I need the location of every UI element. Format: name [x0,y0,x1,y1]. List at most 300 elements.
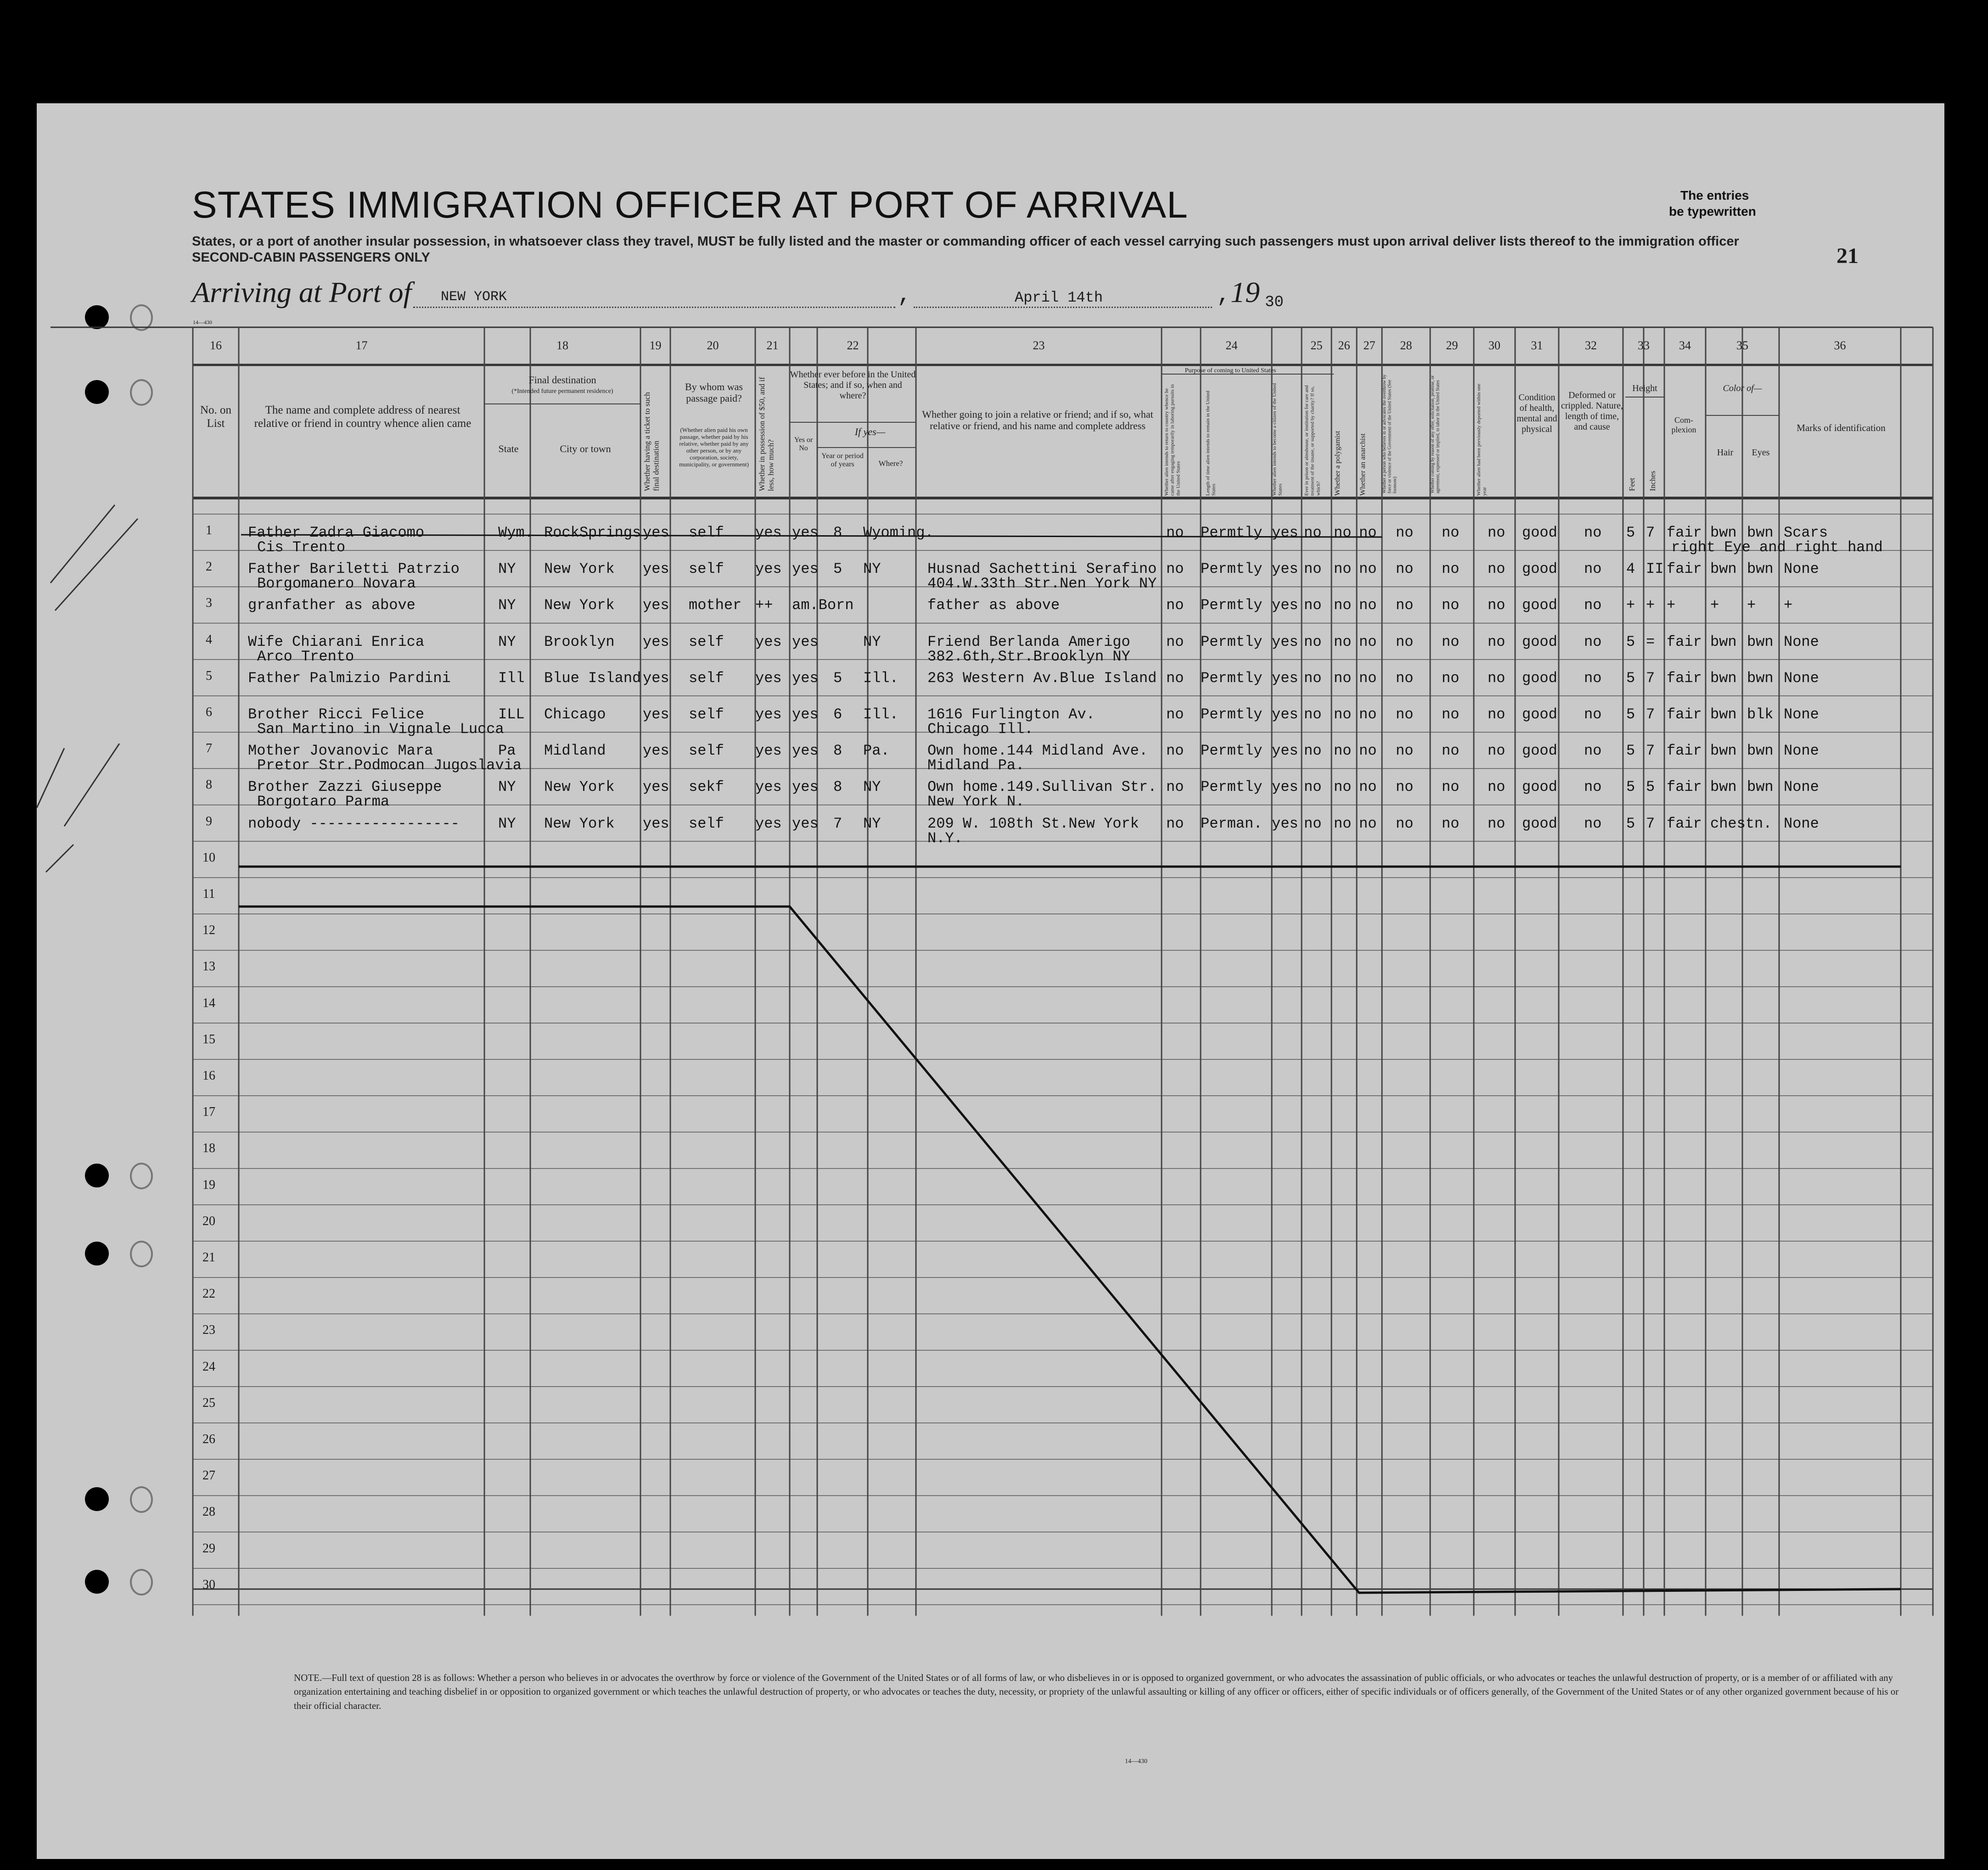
cell-q28: no [1396,560,1414,578]
cell-hair: bwn [1710,742,1737,760]
cell-join: 209 W. 108th St.New York [927,815,1139,832]
cell-purpose-citizen: yes [1272,560,1298,578]
cell-prison: no [1304,524,1322,541]
cell-join: 263 Western Av.Blue Island [927,669,1157,687]
cell-deformed: no [1584,669,1602,687]
cell-purpose-return: no [1166,524,1184,541]
cell-state: NY [498,560,516,578]
header-if-yes: If yes— [854,426,886,437]
cell-purpose-return: no [1166,633,1184,650]
cell-q30: no [1488,560,1505,578]
column-number: 27 [1363,339,1376,352]
cell-state: NY [498,597,516,614]
header-purpose-length: Length of time alien intends to remain in the United States [1205,391,1217,496]
row-number: 23 [202,1323,215,1338]
header-join-relative: Whether going to join a relative or friend; and if so, what relative or friend, and his name and complete address [922,409,1153,432]
cell-prison: no [1304,742,1322,760]
cell-health: good [1522,778,1557,796]
cell-paid: self [689,560,724,578]
row-number: 27 [202,1468,215,1483]
header-anarchist: Whether an anarchist [1359,433,1367,496]
cell-purpose-length: Permtly [1201,742,1263,760]
cell-marks: Scars [1784,524,1828,541]
row-number: 13 [202,959,215,974]
cell-ever: yes [792,742,819,760]
cell-marks: None [1784,633,1819,650]
cell-polygamist: no [1334,778,1352,796]
header-feet: Feet [1628,477,1636,491]
cell-relative: Brother Zazzi Giuseppe [248,778,442,796]
cell-ever: yes [792,778,819,796]
form-title: STATES IMMIGRATION OFFICER AT PORT OF ARRIVAL [192,184,1188,226]
cell-eyes: bwn [1747,742,1774,760]
cell-purpose-length: Permtly [1201,669,1263,687]
cell-paid: self [689,524,724,541]
cell-ever: yes [792,669,819,687]
comma: , [898,282,912,308]
cell-polygamist: no [1334,524,1352,541]
cell-deformed: no [1584,524,1602,541]
cell-complexion: fair [1667,742,1702,760]
cell-eyes: bwn [1747,560,1774,578]
cell-join-address: N.Y. [927,829,963,847]
header-q30: Whether alien had been previously deported within one year [1476,383,1488,496]
cell-q28: no [1396,742,1414,760]
cell-where: NY [863,633,881,650]
header-relative: The name and complete address of nearest relative or friend in country whence alien came [254,404,472,430]
cell-q30: no [1488,742,1505,760]
cell-hair: bwn [1710,633,1737,650]
cell-join: father as above [927,597,1060,614]
cell-join: 1616 Furlington Av. [927,706,1095,723]
cell-relative: Wife Chiarani Enrica [248,633,425,650]
cell-city: New York [544,778,615,796]
header-no-on-list: No. on List [200,404,232,430]
row-number: 26 [202,1432,215,1446]
cell-q29: no [1442,669,1460,687]
cell-where: NY [863,560,881,578]
cell-eyes: bwn [1747,524,1774,541]
cell-purpose-return: no [1166,597,1184,614]
cell-q30: no [1488,778,1505,796]
cell-ever: yes [792,560,819,578]
cell-q29: no [1442,633,1460,650]
cell-prison: no [1304,778,1322,796]
cell-anarchist: no [1359,706,1377,723]
cell-q29: no [1442,706,1460,723]
column-number: 22 [847,339,859,352]
cell-polygamist: no [1334,669,1352,687]
cell-city: New York [544,597,615,614]
cell-possession: yes [755,706,782,723]
cell-purpose-length: Permtly [1201,778,1263,796]
cell-deformed: no [1584,706,1602,723]
cell-health: good [1522,706,1557,723]
cell-q30: no [1488,524,1505,541]
cell-purpose-citizen: yes [1272,669,1298,687]
cell-q29: no [1442,524,1460,541]
entries-note: be typewritten [1669,204,1756,218]
cell-prison: no [1304,633,1322,650]
cell-ticket: yes [643,742,669,760]
cell-prison: no [1304,706,1322,723]
cell-paid: self [689,815,724,832]
cell-eyes: bwn [1747,633,1774,650]
cell-anarchist: no [1359,742,1377,760]
column-number: 36 [1834,339,1846,352]
cell-where: Ill. [863,706,899,723]
cell-health: good [1522,524,1557,541]
row-number: 2 [206,560,212,574]
cell-state: Pa [498,742,516,760]
entries-note: The entries [1680,188,1749,202]
arriving-label: Arriving at Port of [192,276,412,308]
header-q28: Whether a person who believes in or advocates the overthrow by force or violence of the Government of the United States (See footnote) [1382,374,1398,493]
column-number: 28 [1400,339,1412,352]
cell-years: 8 [833,742,842,760]
cell-prison: no [1304,669,1322,687]
cell-eyes: bwn [1747,669,1774,687]
cell-health: good [1522,560,1557,578]
cell-eyes: + [1747,597,1756,614]
cell-relative-origin: Borgomanero Novara [257,575,416,593]
cell-hair: bwn [1710,524,1737,541]
cell-anarchist: no [1359,560,1377,578]
cell-complexion: fair [1667,815,1702,832]
cell-relative: Brother Ricci Felice [248,706,425,723]
cell-anarchist: no [1359,778,1377,796]
column-number: 30 [1488,339,1500,352]
row-number: 30 [202,1577,215,1592]
cell-marks: None [1784,669,1819,687]
header-complexion: Com-plexion [1671,415,1696,434]
header-purpose-return: Whether alien intends to return to country whence he came after engaging temporarily in laboring pursuits in the United States [1164,384,1181,496]
cell-ticket: yes [643,633,669,650]
cell-paid: mother [689,597,742,614]
cell-city: New York [544,560,615,578]
row-number: 6 [206,705,212,719]
cell-purpose-return: no [1166,742,1184,760]
cell-years: 6 [833,706,842,723]
cell-polygamist: no [1334,706,1352,723]
row-number: 1 [206,523,212,537]
cell-q28: no [1396,706,1414,723]
header-eyes: Eyes [1752,448,1770,458]
cell-city: New York [544,815,615,832]
cell-anarchist: no [1359,524,1377,541]
cell-inches: 7 [1646,742,1655,760]
column-number: 34 [1679,339,1691,352]
cell-polygamist: no [1334,815,1352,832]
row-number: 22 [202,1287,215,1301]
cell-join-address: 382.6th,Str.Brooklyn NY [927,648,1130,665]
cell-ever: yes [792,524,819,541]
cell-purpose-citizen: yes [1272,778,1298,796]
cell-prison: no [1304,597,1322,614]
year-prefix: 19 [1230,276,1260,308]
cell-purpose-citizen: yes [1272,815,1298,832]
cell-q30: no [1488,597,1505,614]
cell-state: NY [498,633,516,650]
cell-q28: no [1396,669,1414,687]
cell-where: NY [863,778,881,796]
cell-health: good [1522,742,1557,760]
cell-inches: 5 [1646,778,1655,796]
cell-marks: None [1784,815,1819,832]
cell-ever: yes [792,815,819,832]
comma: , [1217,282,1231,308]
header-inches: Inches [1648,470,1657,491]
cell-paid: self [689,633,724,650]
column-number: 19 [649,339,662,352]
row-number: 4 [206,632,212,647]
cell-paid: self [689,706,724,723]
cell-purpose-return: no [1166,815,1184,832]
cell-relative: Father Bariletti Patrzio [248,560,460,578]
row-number: 10 [202,850,215,865]
cell-possession: yes [755,742,782,760]
form-number-top: 14—430 [193,319,212,325]
cell-marks: None [1784,560,1819,578]
cell-anarchist: no [1359,633,1377,650]
header-yes-or-no: Yes or No [794,436,813,453]
cell-relative: nobody ----------------- [248,815,460,832]
header-condition: Condition of health, mental and physical [1516,392,1557,434]
cell-purpose-citizen: yes [1272,633,1298,650]
cell-purpose-length: Permtly [1201,560,1263,578]
header-by-whom: By whom was passage paid? [685,381,743,404]
cell-complexion: + [1667,597,1676,614]
row-number: 18 [202,1141,215,1156]
cell-possession: yes [755,633,782,650]
row-number: 20 [202,1214,215,1228]
cell-join-address: 404.W.33th Str.Nen York NY [927,575,1157,593]
cell-feet: 5 [1626,815,1635,832]
column-number: 24 [1225,339,1238,352]
cell-feet: 4 [1626,560,1635,578]
header-polygamist: Whether a polygamist [1334,431,1342,496]
header-ticket: Whether having a ticket to such final destination [643,392,661,491]
cell-feet: + [1626,597,1635,614]
cell-ever: yes [792,633,819,650]
header-deformed: Deformed or crippled. Nature, length of time, and cause [1561,390,1623,432]
cell-where: Wyoming. [863,524,934,541]
header-year-period: Year or period of years [821,452,864,469]
cell-marks: None [1784,706,1819,723]
row-number: 12 [202,923,215,938]
cell-complexion: fair [1667,633,1702,650]
row-number: 15 [202,1032,215,1047]
cell-relative-origin: Cis Trento [257,539,346,556]
cell-relative: granfather as above [248,597,416,614]
column-number: 20 [707,339,719,352]
header-q29: Whether coming by reason of any offer, solicitation, promise, or agreement, expressed or implied, to labor in the United States [1430,375,1441,493]
cell-where: Ill. [863,669,899,687]
cell-marks: None [1784,778,1819,796]
cell-purpose-length: Perman. [1201,815,1263,832]
cell-health: good [1522,815,1557,832]
header-prison: Ever in prison or almshouse, or institution for care and treatment of the insane, or supported by charity? If so, which? [1304,385,1321,496]
cell-purpose-citizen: yes [1272,524,1298,541]
cell-city: Midland [544,742,606,760]
cell-hair: bwn [1710,778,1737,796]
column-number: 18 [556,339,568,352]
row-number: 29 [202,1541,215,1556]
cell-years: 5 [833,560,842,578]
cell-relative-origin: Borgotaro Parma [257,793,390,811]
cell-relative: Father Palmizio Pardini [248,669,451,687]
footnote: NOTE.—Full text of question 28 is as follows: Whether a person who believes in or advocates the overthrow by force or violence of the Government of the United States or of all forms of law, or who disbelieves in or is opposed to organized government, or who advocates the assassination of public officials, or who advocates or teaches the unlawful destruction of property, or is a member of or affiliated with any organization entertaining and teaching disbelief in or opposition to organized government or which teaches the unlawful destruction of property, or who advocates or teaches the duty, necessity, or propriety of the unlawful assaulting or killing of any officer or officers, either of specific individuals or of officers generally, of the Government of the United States or of any other organized government because of his or their official character. [294,1672,1899,1711]
cell-complexion: fair [1667,778,1702,796]
cell-q28: no [1396,778,1414,796]
cell-inches: 7 [1646,706,1655,723]
row-number: 8 [206,778,212,792]
row-number: 19 [202,1177,215,1192]
cell-q30: no [1488,706,1505,723]
header-marks: Marks of identification [1797,422,1886,433]
cell-purpose-citizen: yes [1272,597,1298,614]
cell-possession: yes [755,815,782,832]
header-by-whom-note: (Whether alien paid his own passage, whether paid by his relative, whether paid by any other person, or by any corporation, society, municipality, or government) [679,426,749,468]
cell-relative-origin: San Martino in Vignale Lucca [257,721,504,738]
cell-relative-origin: Arco Trento [257,648,354,665]
cell-join: Own home.149.Sullivan Str. [927,778,1157,796]
cell-paid: self [689,669,724,687]
cell-purpose-return: no [1166,778,1184,796]
cell-years: 8 [833,778,842,796]
row-number: 14 [202,996,215,1010]
cell-complexion: fair [1667,560,1702,578]
cell-state: Ill [498,669,525,687]
row-number: 3 [206,596,212,610]
cell-ticket: yes [643,560,669,578]
header-purpose: Purpose of coming to United States [1185,367,1276,374]
cell-hair: bwn [1710,560,1737,578]
cell-city: RockSprings [544,524,641,541]
cell-possession: yes [755,778,782,796]
cell-relative: Mother Jovanovic Mara [248,742,433,760]
cell-marks-detail: right Eye and right hand [1671,539,1883,556]
cell-anarchist: no [1359,597,1377,614]
cell-purpose-return: no [1166,669,1184,687]
column-number: 17 [355,339,368,352]
row-number: 9 [206,814,212,829]
form-number-bottom: 14—430 [1125,1758,1147,1765]
cell-feet: 5 [1626,669,1635,687]
column-number: 33 [1638,339,1650,352]
cell-deformed: no [1584,560,1602,578]
cell-polygamist: no [1334,742,1352,760]
cell-feet: 5 [1626,524,1635,541]
cell-deformed: no [1584,778,1602,796]
cell-deformed: no [1584,815,1602,832]
cell-q28: no [1396,524,1414,541]
column-number: 29 [1446,339,1458,352]
cell-years: 8 [833,524,842,541]
cell-state: Wym. [498,524,534,541]
cell-hair: chestn. [1710,815,1772,832]
cell-state: NY [498,815,516,832]
cell-health: good [1522,633,1557,650]
cell-q29: no [1442,742,1460,760]
cell-inches: 7 [1646,815,1655,832]
cell-possession: yes [755,669,782,687]
cell-marks: None [1784,742,1819,760]
cell-inches: = [1646,633,1655,650]
row-number: 24 [202,1359,215,1374]
cell-purpose-return: no [1166,560,1184,578]
column-number: 32 [1585,339,1597,352]
header-where: Where? [878,459,903,468]
cell-possession: yes [755,560,782,578]
cell-anarchist: no [1359,669,1377,687]
header-purpose-citizen: Whether alien intends to become a citizen of the United States [1272,383,1283,496]
cell-complexion: fair [1667,524,1702,541]
cell-paid: sekf [689,778,724,796]
cell-eyes: blk [1747,706,1774,723]
column-number: 25 [1310,339,1323,352]
cell-possession: yes [755,524,782,541]
header-color-of: Color of— [1723,383,1762,393]
cell-inches: 7 [1646,524,1655,541]
cell-feet: 5 [1626,742,1635,760]
cell-city: Chicago [544,706,606,723]
cell-ticket: yes [643,778,669,796]
cell-join-address: Midland Pa. [927,757,1025,774]
cell-purpose-length: Permtly [1201,597,1263,614]
cell-q30: no [1488,633,1505,650]
cell-purpose-citizen: yes [1272,706,1298,723]
cell-ever: yes [792,706,819,723]
row-number: 16 [202,1069,215,1083]
cell-deformed: no [1584,597,1602,614]
cell-prison: no [1304,815,1322,832]
port-value: NEW YORK [441,289,507,305]
cell-hair: + [1710,597,1719,614]
row-number: 11 [202,887,215,901]
column-number: 31 [1531,339,1543,352]
cell-polygamist: no [1334,560,1352,578]
cell-where: Pa. [863,742,890,760]
row-number: 21 [202,1250,215,1265]
cell-complexion: fair [1667,669,1702,687]
cell-polygamist: no [1334,597,1352,614]
form-class: SECOND-CABIN PASSENGERS ONLY [192,250,430,265]
row-number: 5 [206,668,212,683]
cell-feet: 5 [1626,706,1635,723]
cell-q28: no [1396,597,1414,614]
cell-complexion: fair [1667,706,1702,723]
cell-relative: Father Zadra Giacomo [248,524,425,541]
cell-polygamist: no [1334,633,1352,650]
cell-q30: no [1488,669,1505,687]
cell-state: NY [498,778,516,796]
cell-where: NY [863,815,881,832]
cell-marks: + [1784,597,1793,614]
cell-anarchist: no [1359,815,1377,832]
cell-eyes: bwn [1747,778,1774,796]
cell-city: Brooklyn [544,633,615,650]
cell-years: 7 [833,815,842,832]
cell-feet: 5 [1626,778,1635,796]
header-final-destination-note: (*Intended future permanent residence) [511,388,613,395]
cell-join: Husnad Sachettini Serafino [927,560,1157,578]
column-number: 26 [1338,339,1350,352]
column-number: 35 [1736,339,1748,352]
cell-q28: no [1396,815,1414,832]
page-number: 21 [1836,244,1859,268]
cell-join: Own home.144 Midland Ave. [927,742,1148,760]
